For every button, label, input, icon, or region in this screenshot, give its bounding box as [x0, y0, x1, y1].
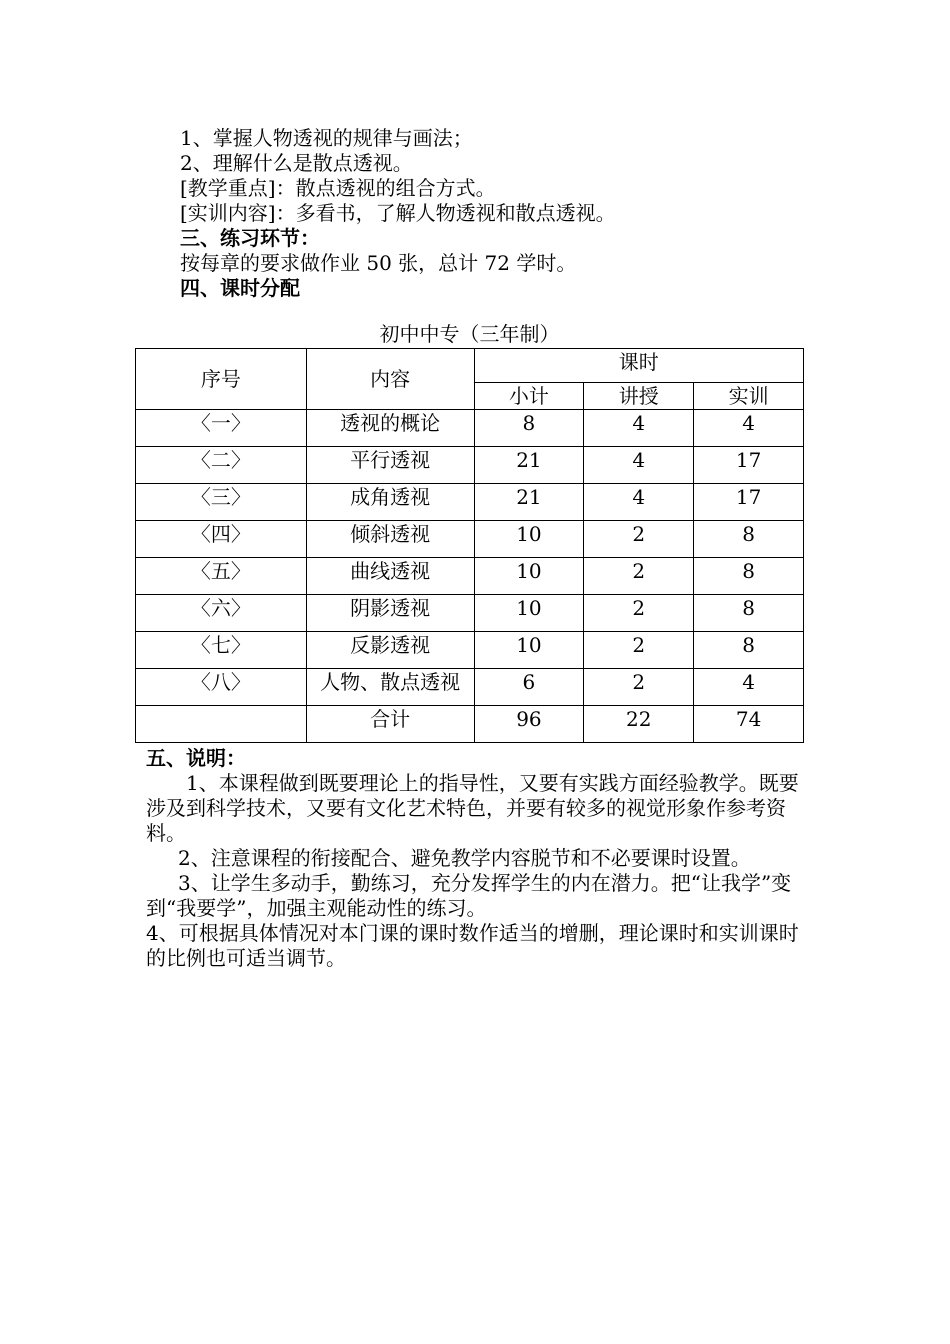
header-practice: 实训 [694, 383, 804, 410]
cell-no: 〈二〉 [136, 447, 307, 484]
cell-content: 阴影透视 [306, 595, 474, 632]
total-label: 合计 [306, 706, 474, 743]
section-4-heading: 四、课时分配 [180, 276, 300, 300]
teaching-focus: [教学重点]：散点透视的组合方式。 [180, 176, 496, 200]
cell-practice: 4 [694, 410, 804, 447]
cell-content: 透视的概论 [306, 410, 474, 447]
note-3: 3、让学生多动手，勤练习，充分发挥学生的内在潜力。把“让我学”变到“我要学”，加强主观能动性的练习。 [146, 871, 792, 920]
cell-content: 倾斜透视 [306, 521, 474, 558]
cell-content: 反影透视 [306, 632, 474, 669]
section-3-text: 按每章的要求做作业 50 张，总计 72 学时。 [180, 251, 577, 275]
cell-subtotal: 8 [474, 410, 584, 447]
cell-subtotal: 10 [474, 595, 584, 632]
training-content: [实训内容]：多看书，了解人物透视和散点透视。 [180, 201, 616, 225]
cell-practice: 8 [694, 632, 804, 669]
total-no [136, 706, 307, 743]
header-no: 序号 [136, 349, 307, 410]
table-row [136, 595, 804, 632]
cell-no: 〈六〉 [136, 595, 307, 632]
cell-subtotal: 10 [474, 521, 584, 558]
cell-practice: 8 [694, 521, 804, 558]
intro-line-2: 2、理解什么是散点透视。 [180, 151, 413, 175]
table-row [136, 410, 804, 447]
cell-subtotal: 21 [474, 484, 584, 521]
cell-subtotal: 6 [474, 669, 584, 706]
table-row [136, 447, 804, 484]
table-row [136, 521, 804, 558]
cell-lecture: 2 [584, 632, 694, 669]
section-5-heading: 五、说明： [146, 746, 246, 770]
cell-content: 人物、散点透视 [306, 669, 474, 706]
header-subtotal: 小计 [474, 383, 584, 410]
section-3-heading: 三、练习环节： [180, 226, 320, 250]
intro-line-1: 1、掌握人物透视的规律与画法； [180, 126, 473, 150]
header-hours: 课时 [474, 349, 804, 383]
cell-no: 〈四〉 [136, 521, 307, 558]
total-lecture: 22 [584, 706, 694, 743]
header-content: 内容 [306, 349, 474, 410]
total-practice: 74 [694, 706, 804, 743]
table-row [136, 484, 804, 521]
cell-practice: 17 [694, 447, 804, 484]
cell-lecture: 4 [584, 410, 694, 447]
table-row [136, 632, 804, 669]
hours-table [135, 348, 804, 743]
cell-lecture: 2 [584, 669, 694, 706]
cell-content: 曲线透视 [306, 558, 474, 595]
cell-no: 〈一〉 [136, 410, 307, 447]
cell-lecture: 2 [584, 558, 694, 595]
table-total-row [136, 706, 804, 743]
cell-content: 成角透视 [306, 484, 474, 521]
cell-practice: 8 [694, 595, 804, 632]
note-4: 4、可根据具体情况对本门课的课时数作适当的增删，理论课时和实训课时的比例也可适当调节。 [146, 921, 799, 970]
cell-no: 〈八〉 [136, 669, 307, 706]
cell-practice: 4 [694, 669, 804, 706]
note-2: 2、注意课程的衔接配合、避免教学内容脱节和不必要课时设置。 [178, 846, 751, 870]
cell-no: 〈三〉 [136, 484, 307, 521]
table-row [136, 558, 804, 595]
cell-lecture: 2 [584, 521, 694, 558]
cell-lecture: 2 [584, 595, 694, 632]
note-1: 1、本课程做到既要理论上的指导性，又要有实践方面经验教学。既要涉及到科学技术，又要有文化艺术特色，并要有较多的视觉形象作参考资料。 [146, 771, 799, 845]
cell-subtotal: 21 [474, 447, 584, 484]
cell-lecture: 4 [584, 484, 694, 521]
cell-subtotal: 10 [474, 632, 584, 669]
header-lecture: 讲授 [584, 383, 694, 410]
table-caption: 初中中专（三年制） [379, 322, 560, 346]
cell-practice: 8 [694, 558, 804, 595]
table-row [136, 669, 804, 706]
cell-no: 〈五〉 [136, 558, 307, 595]
cell-lecture: 4 [584, 447, 694, 484]
cell-practice: 17 [694, 484, 804, 521]
cell-no: 〈七〉 [136, 632, 307, 669]
total-subtotal: 96 [474, 706, 584, 743]
cell-content: 平行透视 [306, 447, 474, 484]
table-header-row [136, 349, 804, 383]
cell-subtotal: 10 [474, 558, 584, 595]
